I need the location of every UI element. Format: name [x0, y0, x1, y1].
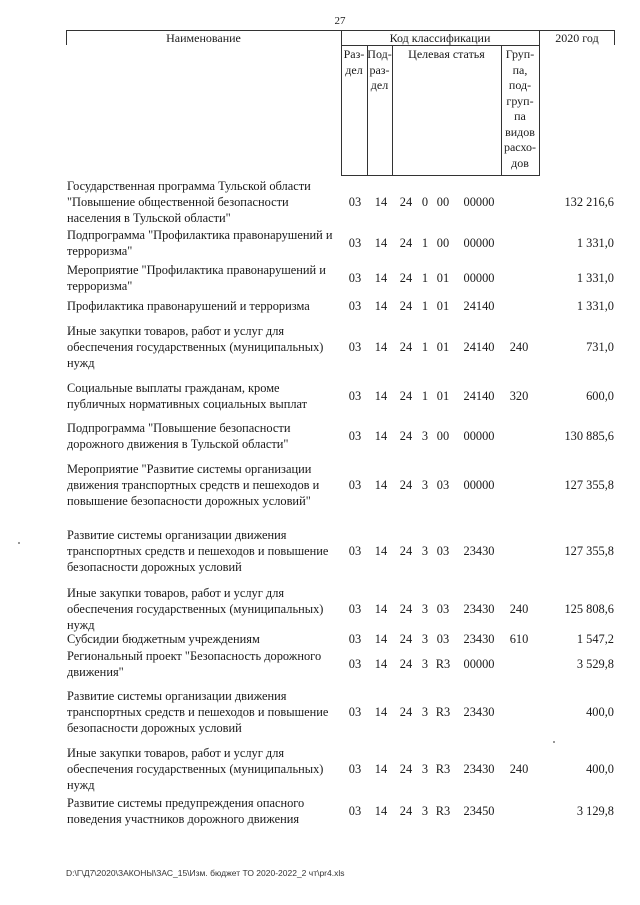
row-osn: 03 [436, 544, 450, 558]
row-prog: 24 [399, 705, 413, 719]
row-napr: 23430 [463, 762, 495, 776]
footer-file-path: D:\Г\Д7\2020\ЗАКОНЫ\ЗАС_15\Изм. бюджет ТО 2020-2022_2 чт\pr4.xls [66, 868, 345, 878]
row-razdel: 03 [348, 340, 362, 354]
row-razdel: 03 [348, 389, 362, 403]
row-amount: 1 331,0 [576, 299, 614, 313]
header-podrazdel: Под- раз- дел [367, 47, 392, 92]
row-prog: 24 [399, 632, 413, 646]
row-name: Профилактика правонарушений и терроризма [67, 299, 310, 313]
row-amount: 3 529,8 [576, 657, 614, 671]
row-amount: 1 331,0 [576, 271, 614, 285]
row-name: Субсидии бюджетным учреждениям [67, 632, 260, 646]
row-prog: 24 [399, 340, 413, 354]
row-razdel: 03 [348, 236, 362, 250]
row-napr: 00000 [463, 429, 495, 443]
row-razdel: 03 [348, 429, 362, 443]
row-name: Подпрограмма "Профилактика правонарушений и терроризма" [67, 228, 333, 258]
table-row [0, 745, 640, 793]
row-razdel: 03 [348, 299, 362, 313]
header-razdel: Раз- дел [343, 47, 365, 77]
row-name: Подпрограмма "Повышение безопасности дорожного движения в Тульской области" [67, 421, 291, 451]
row-amount: 600,0 [586, 389, 614, 403]
row-podrazdel: 14 [374, 299, 388, 313]
header-classification-code: Код классификации [389, 31, 491, 45]
table-row [0, 527, 640, 575]
row-osn: 01 [436, 389, 450, 403]
row-amount: 400,0 [586, 705, 614, 719]
table-row [0, 323, 640, 371]
row-razdel: 03 [348, 705, 362, 719]
row-podprog: 1 [421, 389, 429, 403]
row-napr: 23430 [463, 632, 495, 646]
header-name: Наименование [166, 31, 241, 45]
row-name: Иные закупки товаров, работ и услуг для обеспечения государственных (муниципальных) нужд [67, 586, 324, 632]
row-amount: 125 808,6 [564, 602, 614, 616]
row-razdel: 03 [348, 762, 362, 776]
row-name: Региональный проект "Безопасность дорожного движения" [67, 649, 322, 679]
row-osn: 00 [436, 429, 450, 443]
row-osn: 00 [436, 195, 450, 209]
row-name: Государственная программа Тульской области "Повышение общественной безопасности населения в Тульской области" [67, 179, 311, 225]
row-osn: 01 [436, 340, 450, 354]
row-podrazdel: 14 [374, 429, 388, 443]
row-name: Развитие системы организации движения транспортных средств и пешеходов и повышение безопасности дорожных условий [67, 528, 329, 574]
row-podrazdel: 14 [374, 602, 388, 616]
row-podprog: 1 [421, 271, 429, 285]
row-podprog: 3 [421, 602, 429, 616]
row-amount: 1 547,2 [576, 632, 614, 646]
row-amount: 132 216,6 [564, 195, 614, 209]
row-osn: 01 [436, 299, 450, 313]
table-row [0, 178, 640, 226]
table-row [0, 227, 640, 259]
row-razdel: 03 [348, 632, 362, 646]
header-target-article: Целевая статья [408, 47, 485, 61]
row-napr: 00000 [463, 236, 495, 250]
row-prog: 24 [399, 271, 413, 285]
header-year: 2020 год [555, 31, 599, 45]
row-name: Иные закупки товаров, работ и услуг для обеспечения государственных (муниципальных) нужд [67, 324, 324, 370]
row-osn: R3 [435, 705, 451, 719]
row-podprog: 3 [421, 705, 429, 719]
row-podprog: 3 [421, 632, 429, 646]
row-name: Социальные выплаты гражданам, кроме публичных нормативных социальных выплат [67, 381, 308, 411]
row-napr: 23450 [463, 804, 495, 818]
row-prog: 24 [399, 389, 413, 403]
row-podprog: 1 [421, 299, 429, 313]
table-row [0, 688, 640, 736]
row-napr: 24140 [463, 299, 495, 313]
row-osn: R3 [435, 804, 451, 818]
row-amount: 3 129,8 [576, 804, 614, 818]
row-prog: 24 [399, 602, 413, 616]
row-amount: 130 885,6 [564, 429, 614, 443]
row-name: Мероприятие "Развитие системы организации движения транспортных средств и пешеходов и повышение безопасности дорожных условий" [67, 462, 320, 508]
table-row [0, 461, 640, 509]
row-napr: 23430 [463, 602, 495, 616]
row-podprog: 0 [421, 195, 429, 209]
row-podprog: 1 [421, 236, 429, 250]
page-number: 27 [334, 15, 346, 27]
row-name: Мероприятие "Профилактика правонарушений и терроризма" [67, 263, 326, 293]
row-podrazdel: 14 [374, 236, 388, 250]
row-podprog: 3 [421, 762, 429, 776]
row-podrazdel: 14 [374, 340, 388, 354]
row-podrazdel: 14 [374, 389, 388, 403]
row-podrazdel: 14 [374, 804, 388, 818]
row-podrazdel: 14 [374, 632, 388, 646]
row-prog: 24 [399, 236, 413, 250]
row-osn: 01 [436, 271, 450, 285]
scan-speck [18, 542, 20, 544]
row-prog: 24 [399, 429, 413, 443]
row-amount: 731,0 [586, 340, 614, 354]
row-napr: 00000 [463, 478, 495, 492]
row-prog: 24 [399, 657, 413, 671]
row-osn: R3 [435, 657, 451, 671]
row-osn: 03 [436, 602, 450, 616]
row-razdel: 03 [348, 804, 362, 818]
row-name: Развитие системы предупреждения опасного поведения участников дорожного движения [67, 796, 305, 826]
row-group: 240 [509, 762, 529, 776]
row-amount: 127 355,8 [564, 544, 614, 558]
scan-speck [553, 741, 555, 743]
row-razdel: 03 [348, 544, 362, 558]
row-podrazdel: 14 [374, 762, 388, 776]
row-podrazdel: 14 [374, 478, 388, 492]
row-napr: 24140 [463, 340, 495, 354]
row-napr: 00000 [463, 195, 495, 209]
row-group: 240 [509, 340, 529, 354]
row-napr: 24140 [463, 389, 495, 403]
row-prog: 24 [399, 804, 413, 818]
row-osn: 03 [436, 478, 450, 492]
row-name: Иные закупки товаров, работ и услуг для обеспечения государственных (муниципальных) нужд [67, 746, 324, 792]
row-prog: 24 [399, 762, 413, 776]
row-prog: 24 [399, 299, 413, 313]
table-row [0, 795, 640, 827]
row-razdel: 03 [348, 271, 362, 285]
row-osn: 03 [436, 632, 450, 646]
table-row [0, 648, 640, 680]
row-podprog: 3 [421, 657, 429, 671]
row-podrazdel: 14 [374, 195, 388, 209]
row-razdel: 03 [348, 478, 362, 492]
table-row [0, 631, 640, 647]
row-osn: 00 [436, 236, 450, 250]
row-podprog: 1 [421, 340, 429, 354]
row-podrazdel: 14 [374, 271, 388, 285]
row-podrazdel: 14 [374, 544, 388, 558]
row-group: 240 [509, 602, 529, 616]
row-group: 610 [509, 632, 529, 646]
row-napr: 00000 [463, 657, 495, 671]
row-amount: 127 355,8 [564, 478, 614, 492]
row-osn: R3 [435, 762, 451, 776]
row-podprog: 3 [421, 804, 429, 818]
row-napr: 00000 [463, 271, 495, 285]
header-expense-group: Груп- па, под- груп- па видов расхо- дов [503, 47, 537, 170]
table-row [0, 420, 640, 452]
row-prog: 24 [399, 478, 413, 492]
table-row [0, 262, 640, 294]
row-name: Развитие системы организации движения транспортных средств и пешеходов и повышение безопасности дорожных условий [67, 689, 329, 735]
row-group: 320 [509, 389, 529, 403]
row-amount: 400,0 [586, 762, 614, 776]
row-prog: 24 [399, 544, 413, 558]
table-row [0, 298, 640, 314]
row-razdel: 03 [348, 602, 362, 616]
row-podprog: 3 [421, 544, 429, 558]
row-podprog: 3 [421, 429, 429, 443]
row-razdel: 03 [348, 195, 362, 209]
table-row [0, 380, 640, 412]
row-podprog: 3 [421, 478, 429, 492]
row-podrazdel: 14 [374, 705, 388, 719]
row-prog: 24 [399, 195, 413, 209]
row-napr: 23430 [463, 705, 495, 719]
row-podrazdel: 14 [374, 657, 388, 671]
table-row [0, 585, 640, 633]
row-razdel: 03 [348, 657, 362, 671]
row-amount: 1 331,0 [576, 236, 614, 250]
row-napr: 23430 [463, 544, 495, 558]
